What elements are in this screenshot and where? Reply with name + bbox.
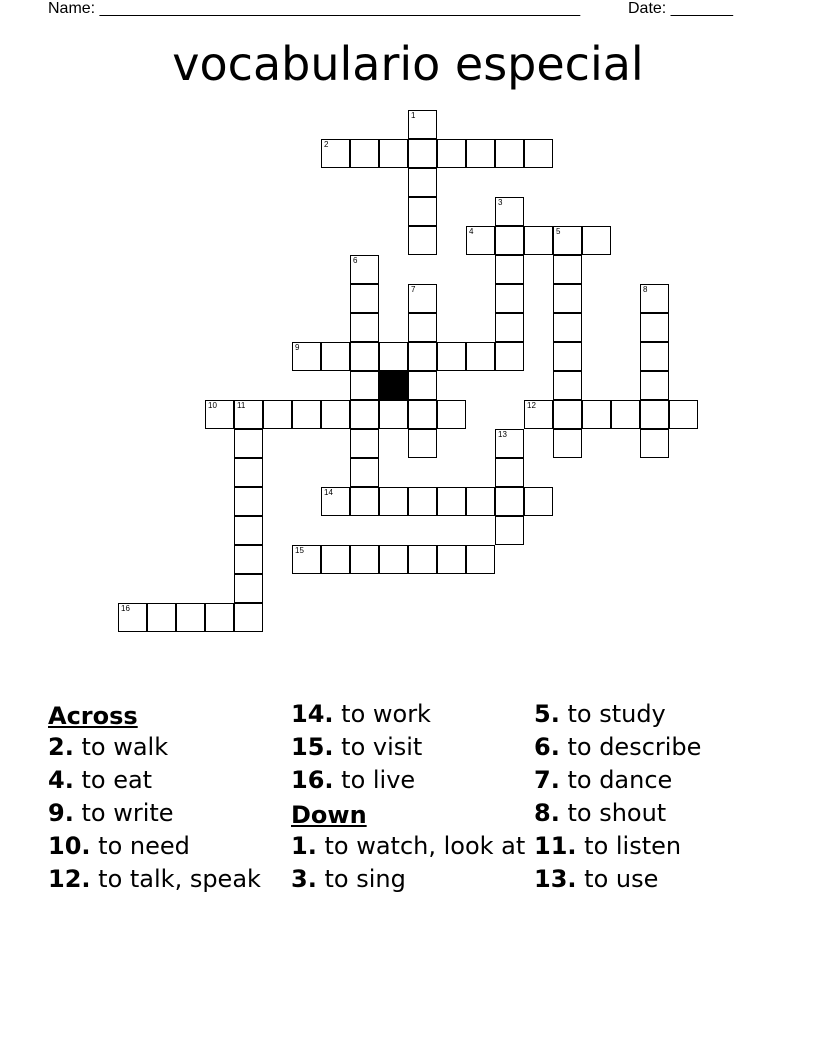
clue-section-heading: Down [291, 801, 367, 829]
clue-text: to dance [567, 766, 673, 794]
crossword-cell[interactable] [437, 545, 466, 574]
crossword-cell[interactable] [350, 313, 379, 342]
crossword-cell[interactable] [553, 400, 582, 429]
crossword-cell[interactable] [292, 400, 321, 429]
crossword-cell[interactable] [321, 487, 350, 516]
clue-number: 5. [534, 700, 560, 728]
crossword-cell[interactable] [350, 371, 379, 400]
page-title: vocabulario especial [172, 37, 644, 91]
crossword-cell[interactable] [234, 603, 263, 632]
crossword-cell[interactable] [524, 139, 553, 168]
crossword-cell[interactable] [495, 197, 524, 226]
clue-text: to watch, look at [324, 832, 526, 860]
clue-number: 6. [534, 733, 560, 761]
clue-item [534, 700, 769, 728]
clue-list [0, 700, 816, 1000]
clue-number-label: 12 [527, 401, 536, 410]
crossword-cell[interactable] [495, 139, 524, 168]
clue-column-3 [534, 700, 769, 898]
clue-item [534, 733, 769, 761]
crossword-cell[interactable] [234, 487, 263, 516]
crossword-cell[interactable] [408, 168, 437, 197]
crossword-cell[interactable] [234, 400, 263, 429]
crossword-cell[interactable] [466, 487, 495, 516]
clue-number: 10. [48, 832, 91, 860]
crossword-cell[interactable] [379, 545, 408, 574]
crossword-cell[interactable] [408, 342, 437, 371]
crossword-cell[interactable] [408, 226, 437, 255]
crossword-cell[interactable] [379, 487, 408, 516]
clue-text: to visit [341, 733, 423, 761]
crossword-cell[interactable] [350, 139, 379, 168]
crossword-cell[interactable] [118, 603, 147, 632]
clue-number-label: 4 [469, 227, 474, 236]
clue-number: 7. [534, 766, 560, 794]
clue-text: to need [98, 832, 190, 860]
crossword-cell[interactable] [437, 400, 466, 429]
clue-item [291, 832, 526, 860]
crossword-cell[interactable] [350, 255, 379, 284]
crossword-cell[interactable] [611, 400, 640, 429]
crossword-cell[interactable] [234, 545, 263, 574]
crossword-cell[interactable] [379, 400, 408, 429]
crossword-cell[interactable] [408, 487, 437, 516]
clue-number: 13. [534, 865, 577, 893]
crossword-cell[interactable] [640, 429, 669, 458]
clue-number: 1. [291, 832, 317, 860]
clue-text: to describe [567, 733, 702, 761]
clue-number-label: 2 [324, 140, 329, 149]
crossword-block-cell [379, 371, 408, 400]
crossword-cell[interactable] [205, 603, 234, 632]
clue-item [534, 799, 769, 827]
crossword-cell[interactable] [553, 284, 582, 313]
clue-item [48, 766, 283, 794]
crossword-cell[interactable] [147, 603, 176, 632]
crossword-cell[interactable] [640, 342, 669, 371]
crossword-cell[interactable] [350, 458, 379, 487]
clue-number: 8. [534, 799, 560, 827]
crossword-cell[interactable] [495, 284, 524, 313]
crossword-cell[interactable] [640, 284, 669, 313]
crossword-cell[interactable] [350, 487, 379, 516]
crossword-cell[interactable] [350, 545, 379, 574]
crossword-cell[interactable] [495, 342, 524, 371]
crossword-cell[interactable] [495, 516, 524, 545]
crossword-cell[interactable] [292, 545, 321, 574]
crossword-cell[interactable] [437, 487, 466, 516]
crossword-cell[interactable] [176, 603, 205, 632]
clue-number-label: 3 [498, 198, 503, 207]
clue-item [48, 733, 283, 761]
crossword-cell[interactable] [234, 516, 263, 545]
crossword-cell[interactable] [524, 400, 553, 429]
clue-text: to walk [81, 733, 169, 761]
clue-item [534, 766, 769, 794]
clue-item [291, 733, 526, 761]
clue-number-label: 6 [353, 256, 358, 265]
clue-text: to shout [567, 799, 667, 827]
clue-item [291, 766, 526, 794]
crossword-cell[interactable] [234, 574, 263, 603]
clue-text: to sing [324, 865, 406, 893]
clue-item [291, 865, 526, 893]
crossword-cell[interactable] [408, 400, 437, 429]
clue-number-label: 15 [295, 546, 304, 555]
crossword-cell[interactable] [553, 255, 582, 284]
clue-item [48, 832, 283, 860]
clue-number-label: 1 [411, 111, 416, 120]
crossword-cell[interactable] [234, 429, 263, 458]
clue-text: to talk, speak [98, 865, 261, 893]
crossword-cell[interactable] [553, 313, 582, 342]
crossword-cell[interactable] [553, 342, 582, 371]
clue-number: 4. [48, 766, 74, 794]
clue-number: 15. [291, 733, 334, 761]
crossword-cell[interactable] [321, 139, 350, 168]
crossword-cell[interactable] [350, 400, 379, 429]
crossword-cell[interactable] [408, 197, 437, 226]
clue-number-label: 14 [324, 488, 333, 497]
crossword-cell[interactable] [408, 371, 437, 400]
clue-number: 3. [291, 865, 317, 893]
crossword-cell[interactable] [495, 255, 524, 284]
crossword-cell[interactable] [350, 284, 379, 313]
clue-number-label: 10 [208, 401, 217, 410]
crossword-cell[interactable] [582, 226, 611, 255]
clue-text: to eat [81, 766, 153, 794]
clue-text: to write [81, 799, 174, 827]
clue-text: to listen [584, 832, 682, 860]
clue-column-2 [291, 700, 526, 898]
clue-column-1 [48, 700, 283, 898]
clue-item [534, 865, 769, 893]
clue-number: 9. [48, 799, 74, 827]
crossword-cell[interactable] [437, 342, 466, 371]
crossword-cell[interactable] [640, 371, 669, 400]
crossword-cell[interactable] [495, 313, 524, 342]
crossword-cell[interactable] [495, 487, 524, 516]
crossword-cell[interactable] [321, 545, 350, 574]
clue-number-label: 8 [643, 285, 648, 294]
crossword-cell[interactable] [408, 429, 437, 458]
crossword-cell[interactable] [553, 371, 582, 400]
clue-item [48, 865, 283, 893]
crossword-cell[interactable] [495, 458, 524, 487]
crossword-cell[interactable] [466, 342, 495, 371]
clue-number: 2. [48, 733, 74, 761]
crossword-cell[interactable] [350, 429, 379, 458]
clue-number: 16. [291, 766, 334, 794]
crossword-cell[interactable] [466, 545, 495, 574]
clue-number-label: 9 [295, 343, 300, 352]
clue-text: to study [567, 700, 666, 728]
clue-number-label: 16 [121, 604, 130, 613]
crossword-cell[interactable] [553, 226, 582, 255]
clue-text: to live [341, 766, 416, 794]
crossword-cell[interactable] [408, 110, 437, 139]
clue-section-heading: Across [48, 702, 138, 730]
crossword-cell[interactable] [408, 139, 437, 168]
crossword-cell[interactable] [408, 313, 437, 342]
crossword-cell[interactable] [466, 226, 495, 255]
crossword-cell[interactable] [205, 400, 234, 429]
crossword-cell[interactable] [553, 429, 582, 458]
crossword-cell[interactable] [321, 342, 350, 371]
clue-number-label: 11 [237, 401, 246, 410]
clue-number-label: 13 [498, 430, 507, 439]
crossword-cell[interactable] [437, 139, 466, 168]
crossword-cell[interactable] [582, 400, 611, 429]
date-field-label[interactable]: Date: _______ [628, 0, 733, 17]
clue-number: 11. [534, 832, 577, 860]
crossword-cell[interactable] [379, 139, 408, 168]
crossword-cell[interactable] [466, 139, 495, 168]
clue-number-label: 5 [556, 227, 561, 236]
clue-text: to work [341, 700, 431, 728]
name-field-label[interactable]: Name: ______________________________________________________ [48, 0, 581, 17]
crossword-cell[interactable] [408, 284, 437, 313]
crossword-cell[interactable] [321, 400, 350, 429]
crossword-cell[interactable] [350, 342, 379, 371]
clue-number: 12. [48, 865, 91, 893]
crossword-cell[interactable] [524, 487, 553, 516]
crossword-cell[interactable] [379, 342, 408, 371]
crossword-cell[interactable] [669, 400, 698, 429]
clue-item [291, 700, 526, 728]
crossword-cell[interactable] [640, 400, 669, 429]
crossword-cell[interactable] [524, 226, 553, 255]
crossword-cell[interactable] [495, 226, 524, 255]
crossword-cell[interactable] [640, 313, 669, 342]
crossword-cell[interactable] [495, 429, 524, 458]
crossword-cell[interactable] [263, 400, 292, 429]
clue-text: to use [584, 865, 659, 893]
clue-item [534, 832, 769, 860]
crossword-cell[interactable] [408, 545, 437, 574]
clue-item [48, 799, 283, 827]
clue-number: 14. [291, 700, 334, 728]
crossword-cell[interactable] [292, 342, 321, 371]
crossword-cell[interactable] [234, 458, 263, 487]
clue-number-label: 7 [411, 285, 416, 294]
